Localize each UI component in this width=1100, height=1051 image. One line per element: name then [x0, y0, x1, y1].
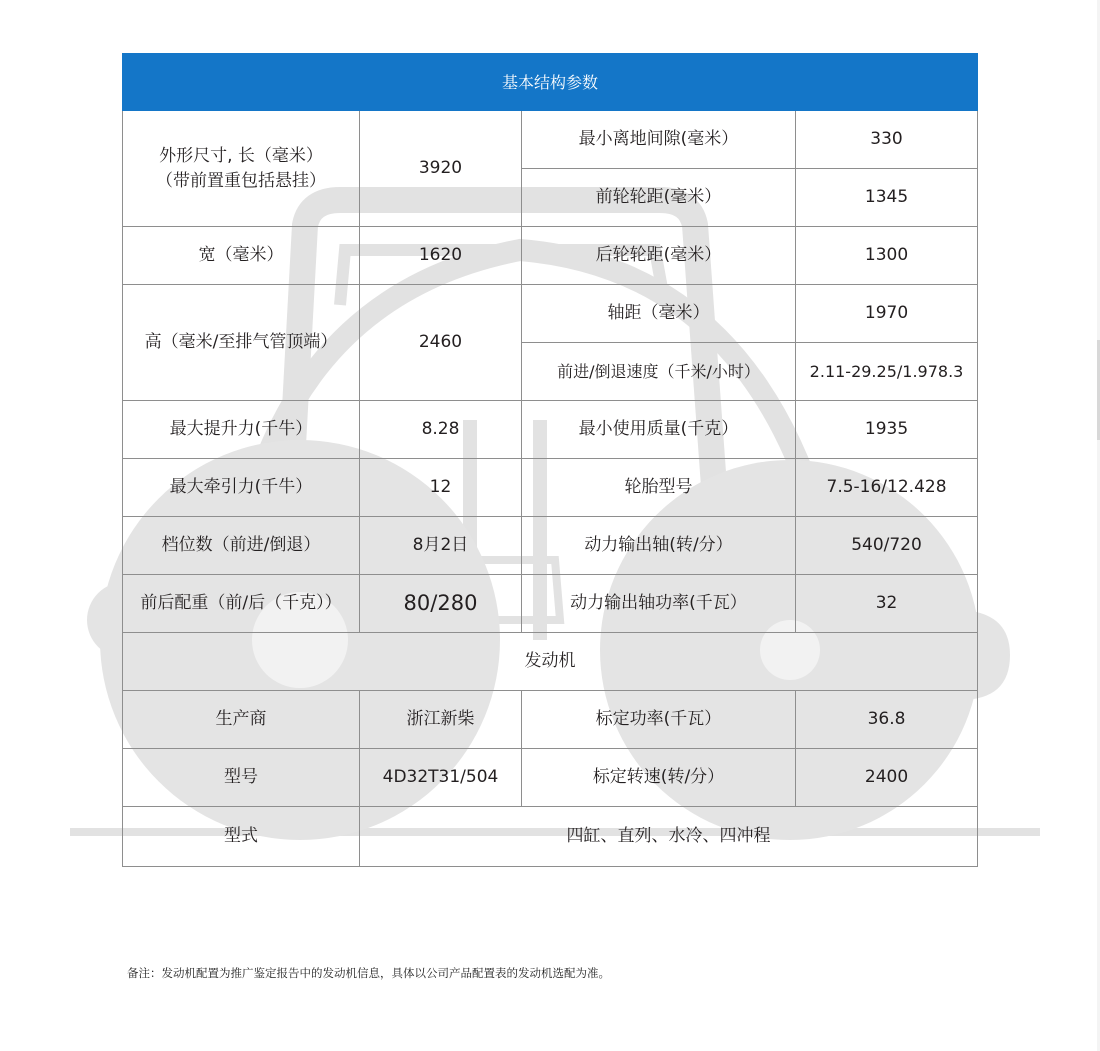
row-label: 高（毫米/至排气管顶端）: [123, 285, 360, 401]
row-value: 2.11-29.25/1.978.3: [796, 343, 978, 401]
engine-section-title: 发动机: [123, 633, 978, 691]
row-label: 后轮轮距(毫米）: [522, 227, 796, 285]
row-value: 3920: [360, 111, 522, 227]
table-row: [123, 691, 978, 749]
row-value: 540/720: [796, 517, 978, 575]
row-label: 生产商: [123, 691, 360, 749]
row-value: 7.5-16/12.428: [796, 459, 978, 517]
row-label: 前轮轮距(毫米）: [522, 169, 796, 227]
row-label: 宽（毫米）: [123, 227, 360, 285]
row-value: 36.8: [796, 691, 978, 749]
table-row: [123, 459, 978, 517]
row-value: 1935: [796, 401, 978, 459]
row-value: 32: [796, 575, 978, 633]
row-label: 前后配重（前/后（千克））: [123, 575, 360, 633]
row-value: 四缸、直列、水冷、四冲程: [360, 807, 978, 867]
table-header-row: [123, 54, 978, 111]
row-value: 8.28: [360, 401, 522, 459]
table-row: [123, 111, 978, 169]
row-label: 标定转速(转/分）: [522, 749, 796, 807]
row-label: 标定功率(千瓦）: [522, 691, 796, 749]
table-row: [123, 749, 978, 807]
row-label: 最大牵引力(千牛）: [123, 459, 360, 517]
spec-table: [122, 53, 978, 867]
row-label: 动力输出轴功率(千瓦）: [522, 575, 796, 633]
row-value: 330: [796, 111, 978, 169]
row-value: 2400: [796, 749, 978, 807]
row-value: 1620: [360, 227, 522, 285]
row-label: 型式: [123, 807, 360, 867]
table-row: [123, 227, 978, 285]
row-value: 8月2日: [360, 517, 522, 575]
row-value: 2460: [360, 285, 522, 401]
row-value: 1970: [796, 285, 978, 343]
row-label: 最小离地间隙(毫米）: [522, 111, 796, 169]
row-label: 档位数（前进/倒退）: [123, 517, 360, 575]
row-label: 前进/倒退速度（千米/小时）: [522, 343, 796, 401]
row-label: 轮胎型号: [522, 459, 796, 517]
table-row: [123, 517, 978, 575]
section-row: [123, 633, 978, 691]
table-row: [123, 285, 978, 343]
row-label: 动力输出轴(转/分）: [522, 517, 796, 575]
row-label: 轴距（毫米）: [522, 285, 796, 343]
row-value: 12: [360, 459, 522, 517]
table-row: [123, 401, 978, 459]
row-value: 1300: [796, 227, 978, 285]
row-label: 外形尺寸, 长（毫米） （带前置重包括悬挂）: [123, 111, 360, 227]
footnote: 备注：发动机配置为推广鉴定报告中的发动机信息，具体以公司产品配置表的发动机选配为准。: [127, 966, 610, 980]
table-row: [123, 807, 978, 867]
row-value: 1345: [796, 169, 978, 227]
row-label: 最大提升力(千牛）: [123, 401, 360, 459]
row-label: 型号: [123, 749, 360, 807]
row-value: 浙江新柴: [360, 691, 522, 749]
table-row: [123, 575, 978, 633]
row-label: 最小使用质量(千克）: [522, 401, 796, 459]
table-title: 基本结构参数: [123, 54, 978, 111]
row-value: 80/280: [360, 575, 522, 633]
row-value: 4D32T31/504: [360, 749, 522, 807]
